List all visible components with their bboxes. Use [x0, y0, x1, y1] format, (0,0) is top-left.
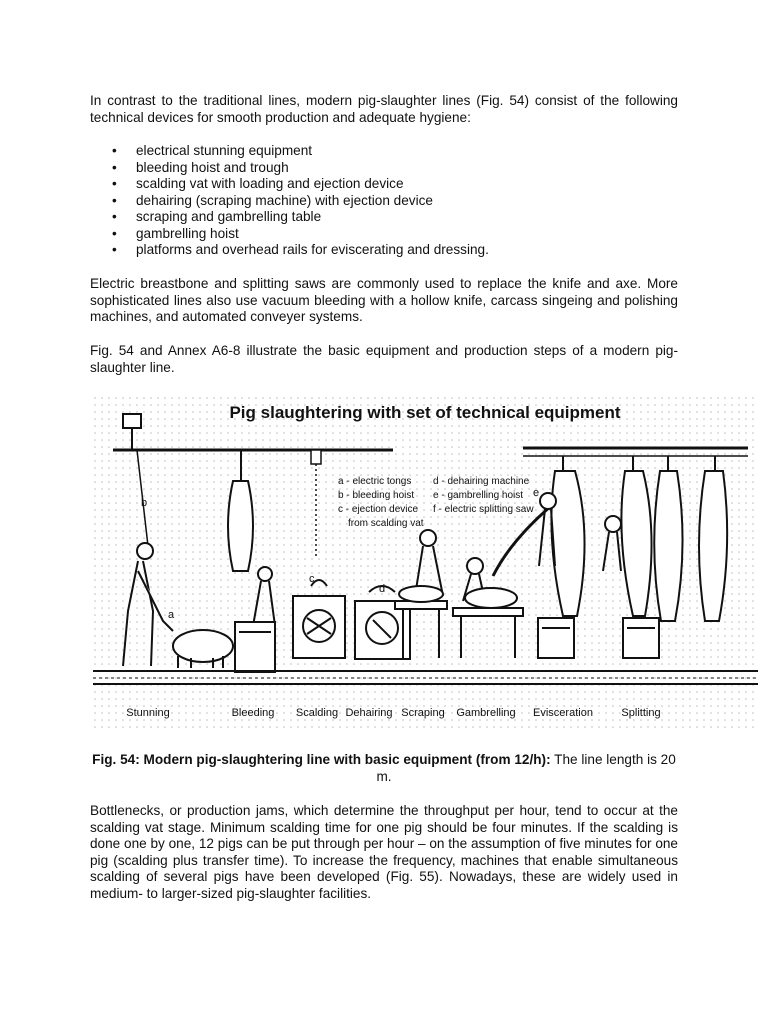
list-item: • scraping and gambrelling table — [112, 209, 322, 224]
stage-scalding: Scalding — [295, 707, 339, 719]
list-item: • platforms and overhead rails for eviscerating and dressing. — [112, 242, 489, 257]
stage-stunning: Stunning — [126, 707, 170, 719]
caption-bold: Fig. 54: Modern pig-slaughtering line with basic equipment (from 12/h): — [92, 752, 551, 767]
list-item: • dehairing (scraping machine) with ejection device — [112, 192, 433, 208]
legend-b: b - bleeding hoist — [338, 490, 415, 501]
marker-d: d — [379, 583, 386, 595]
list-item: • bleeding hoist and trough — [112, 159, 289, 175]
legend-a: a - electric tongs — [338, 476, 412, 487]
bullet-icon: • — [112, 176, 117, 191]
slaughter-line-illustration — [93, 396, 758, 728]
legend-e: e - gambrelling hoist — [433, 490, 524, 501]
bottleneck-paragraph: Bottlenecks, or production jams, which determine the throughput per hour, tend to occur at the scalding vat stage. Minimum scalding time for one pig should be four minutes. If the scalding is done one by one, 12 pigs can be put through per hour – on the assumption of five minutes for one pig (scalding plus transfer time). To increase the frequency, machines that enable simultaneous scalding of several pigs have been developed (Fig. 55). Nowadays, these are widely used in medium- to larger-sized pig-slaughter facilities. — [90, 803, 678, 901]
bullet-icon: • — [112, 209, 117, 224]
list-item: • gambrelling hoist — [112, 225, 239, 241]
stage-gambrelling: Gambrelling — [456, 707, 516, 719]
figure-title: Pig slaughtering with set of technical equipment — [229, 403, 621, 422]
marker-c: c — [309, 573, 315, 585]
legend-d: d - dehairing machine — [433, 476, 530, 487]
caption-rest: The line length is 20 m. — [376, 752, 676, 784]
stage-bleeding: Bleeding — [231, 707, 275, 719]
bullet-icon: • — [112, 192, 117, 208]
list-item: • scalding vat with loading and ejection device — [112, 176, 404, 191]
bullet-icon: • — [112, 143, 117, 158]
legend-f: f - electric splitting saw — [433, 504, 534, 515]
bullet-icon: • — [112, 242, 117, 257]
figure-caption — [92, 752, 676, 785]
stage-dehairing: Dehairing — [345, 707, 393, 719]
equipment-list — [112, 143, 489, 259]
stage-evisceration: Evisceration — [533, 707, 593, 719]
stage-scraping: Scraping — [401, 707, 445, 719]
legend-c-cont: from scalding vat — [348, 518, 424, 529]
slaughter-line-figure — [93, 396, 758, 728]
bullet-icon: • — [112, 159, 117, 175]
intro-paragraph: In contrast to the traditional lines, modern pig-slaughter lines (Fig. 54) consist of the following technical devices for smooth production and adequate hygiene: — [90, 93, 678, 125]
bullet-icon: • — [112, 225, 117, 241]
legend-c: c - ejection device — [338, 504, 419, 515]
stage-splitting: Splitting — [621, 707, 661, 719]
list-item: • electrical stunning equipment — [112, 143, 313, 158]
saws-paragraph: Electric breastbone and splitting saws are commonly used to replace the knife and axe. More sophisticated lines also use vacuum bleeding with a hollow knife, carcass singeing and polishing machines, and automated conveyer systems. — [90, 276, 678, 324]
annex-paragraph: Fig. 54 and Annex A6-8 illustrate the basic equipment and production steps of a modern pig-slaughter line. — [90, 343, 678, 375]
marker-e: e — [533, 487, 540, 499]
marker-a: a — [168, 609, 175, 621]
marker-b: b — [141, 497, 148, 509]
